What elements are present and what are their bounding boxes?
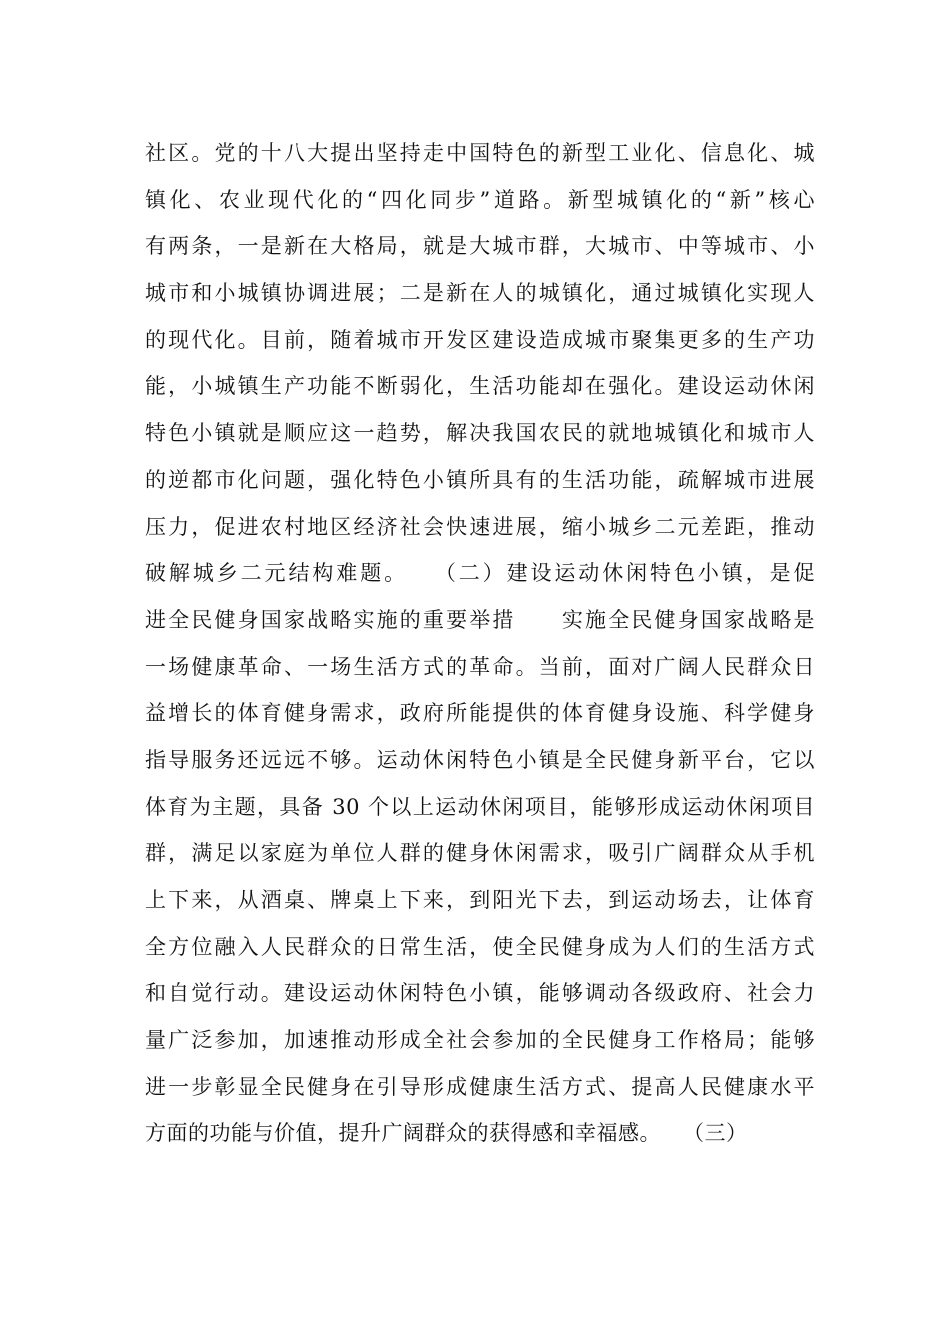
text-line: 一场健康革命、一场生活方式的革命。当前，面对广阔人民群众日: [145, 654, 815, 679]
text-line: 进一步彰显全民健身在引导形成健康生活方式、提高人民健康水平: [145, 1074, 815, 1099]
text-line: 体育为主题，具备 30 个以上运动休闲项目，能够形成运动休闲项目: [145, 794, 815, 819]
text-line: 社区。党的十八大提出坚持走中国特色的新型工业化、信息化、城: [145, 141, 815, 165]
text-line: 指导服务还远远不够。运动休闲特色小镇是全民健身新平台，它以: [145, 747, 815, 772]
text-line: 镇化、农业现代化的“四化同步”道路。新型城镇化的“新”核心: [145, 187, 815, 212]
text-line: 的逆都市化问题，强化特色小镇所具有的生活功能，疏解城市进展: [145, 467, 815, 492]
text-line: 压力，促进农村地区经济社会快速进展，缩小城乡二元差距，推动: [145, 514, 815, 539]
body-text: [145, 130, 815, 1157]
text-line: 破解城乡二元结构难题。 （二）建设运动休闲特色小镇，是促: [145, 561, 815, 586]
text-line: 上下来，从酒桌、牌桌上下来，到阳光下去，到运动场去，让体育: [145, 888, 815, 912]
text-line: 能，小城镇生产功能不断弱化，生活功能却在强化。建设运动休闲: [145, 374, 815, 399]
text-line: 全方位融入人民群众的日常生活，使全民健身成为人们的生活方式: [145, 934, 815, 959]
text-line: 益增长的体育健身需求，政府所能提供的体育健身设施、科学健身: [145, 701, 815, 726]
text-line: 特色小镇就是顺应这一趋势，解决我国农民的就地城镇化和城市人: [145, 421, 815, 446]
text-line: 的现代化。目前，随着城市开发区建设造成城市聚集更多的生产功: [145, 327, 815, 352]
text-line: 方面的功能与价值，提升广阔群众的获得感和幸福感。 （三）: [145, 1121, 748, 1146]
text-line: 进全民健身国家战略实施的重要举措 实施全民健身国家战略是: [145, 607, 815, 632]
text-line: 城市和小城镇协调进展；二是新在人的城镇化，通过城镇化实现人: [145, 281, 815, 306]
text-line: 群，满足以家庭为单位人群的健身休闲需求，吸引广阔群众从手机: [145, 841, 815, 866]
text-line: 量广泛参加，加速推动形成全社会参加的全民健身工作格局；能够: [145, 1028, 815, 1053]
text-line: 和自觉行动。建设运动休闲特色小镇，能够调动各级政府、社会力: [145, 981, 815, 1006]
text-line: 有两条，一是新在大格局，就是大城市群，大城市、中等城市、小: [145, 234, 815, 259]
